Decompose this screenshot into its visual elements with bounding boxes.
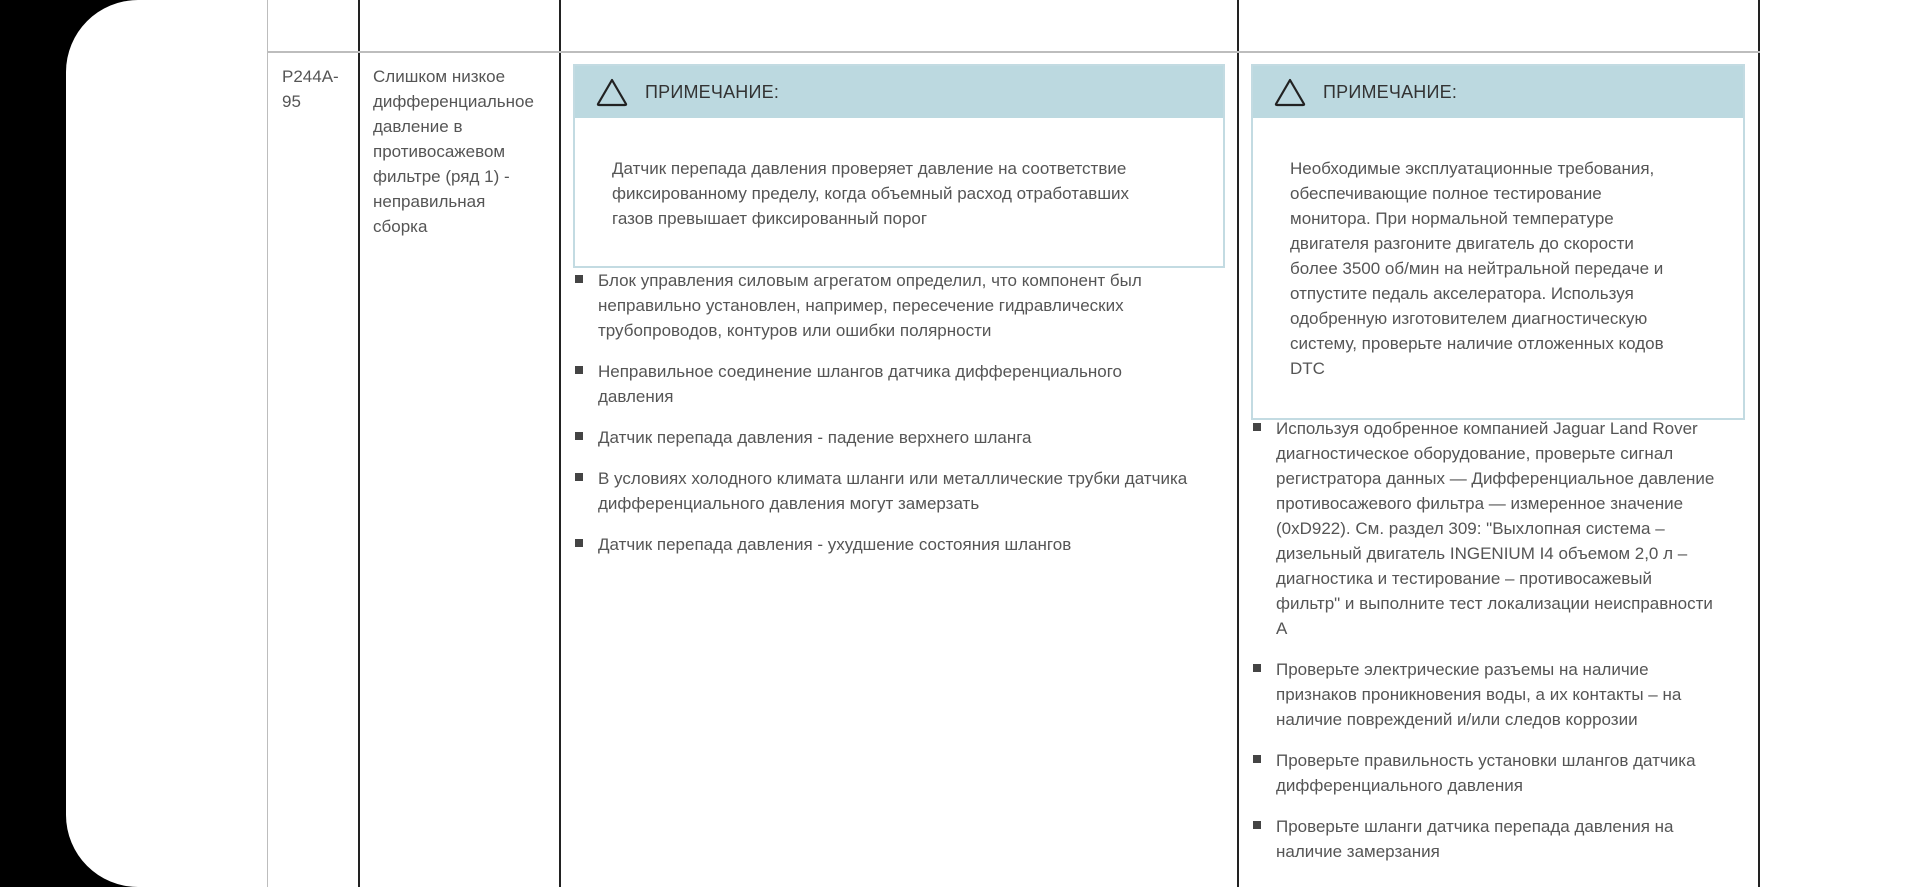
table-rule-2 [358,0,360,887]
list-item: Проверьте шланги датчика перепада давления на наличие замерзания [1251,814,1745,864]
dtc-description: Слишком низкое дифференциальное давление в противосажевом фильтре (ряд 1) - неправильная сборка [373,67,534,236]
table-row-separator [267,51,1760,53]
cause-list [573,268,1223,573]
table-rule-1 [267,0,268,887]
list-item: Датчик перепада давления - ухудшение состояния шлангов [573,532,1223,557]
table-rule-5 [1758,0,1760,887]
bullet-square-icon [575,432,583,440]
table-rule-3 [559,0,561,887]
warning-triangle-icon [595,77,629,107]
note-box-right [1251,64,1745,420]
bullet-square-icon [1253,664,1261,672]
dtc-code: P244A- 95 [282,67,339,111]
bullet-square-icon [1253,423,1261,431]
bullet-square-icon [575,275,583,283]
bullet-square-icon [1253,821,1261,829]
bullet-square-icon [575,473,583,481]
note-title: ПРИМЕЧАНИЕ: [645,81,780,102]
list-item: Проверьте электрические разъемы на наличие признаков проникновения воды, а их контакты – на наличие повреждений и/или следов коррозии [1251,657,1745,732]
list-item: Проверьте правильность установки шлангов датчика дифференциального давления [1251,748,1745,798]
action-list [1251,416,1745,880]
note-box-left [573,64,1225,268]
bullet-square-icon [1253,755,1261,763]
note-body: Необходимые эксплуатационные требования, обеспечивающие полное тестирование монитора. При нормальной температуре двигателя разгоните двигатель до скорости более 3500 об/мин на нейтральной передаче и отпустите педаль акселератора. Используя одобренную изготовителем диагностическую систему, проверьте наличие отложенных кодов DTC [1290,159,1664,378]
warning-triangle-icon [1273,77,1307,107]
list-item: Датчик перепада давления - падение верхнего шланга [573,425,1223,450]
note-body: Датчик перепада давления проверяет давление на соответствие фиксированному пределу, когда объемный расход отработавших газов превышает фиксированный порог [612,159,1129,228]
note-title: ПРИМЕЧАНИЕ: [1323,81,1458,102]
list-item: Используя одобренное компанией Jaguar Land Rover диагностическое оборудование, проверьте сигнал регистратора данных — Дифференциальное давление противосажевого фильтра — измеренное значение (0xD922). См. раздел 309: "Выхлопная система – дизельный двигатель INGENIUM I4 объемом 2,0 л – диагностика и тестирование – противосажевый фильтр" и выполните тест локализации неисправности А [1251,416,1745,641]
note-header [1253,66,1743,118]
note-header [575,66,1223,118]
list-item: Неправильное соединение шлангов датчика дифференциального давления [573,359,1223,409]
bullet-square-icon [575,366,583,374]
list-item: Блок управления силовым агрегатом определил, что компонент был неправильно установлен, например, пересечение гидравлических трубопроводов, контуров или ошибки полярности [573,268,1223,343]
table-rule-4 [1237,0,1239,887]
list-item: В условиях холодного климата шланги или металлические трубки датчика дифференциального давления могут замерзать [573,466,1223,516]
bullet-square-icon [575,539,583,547]
